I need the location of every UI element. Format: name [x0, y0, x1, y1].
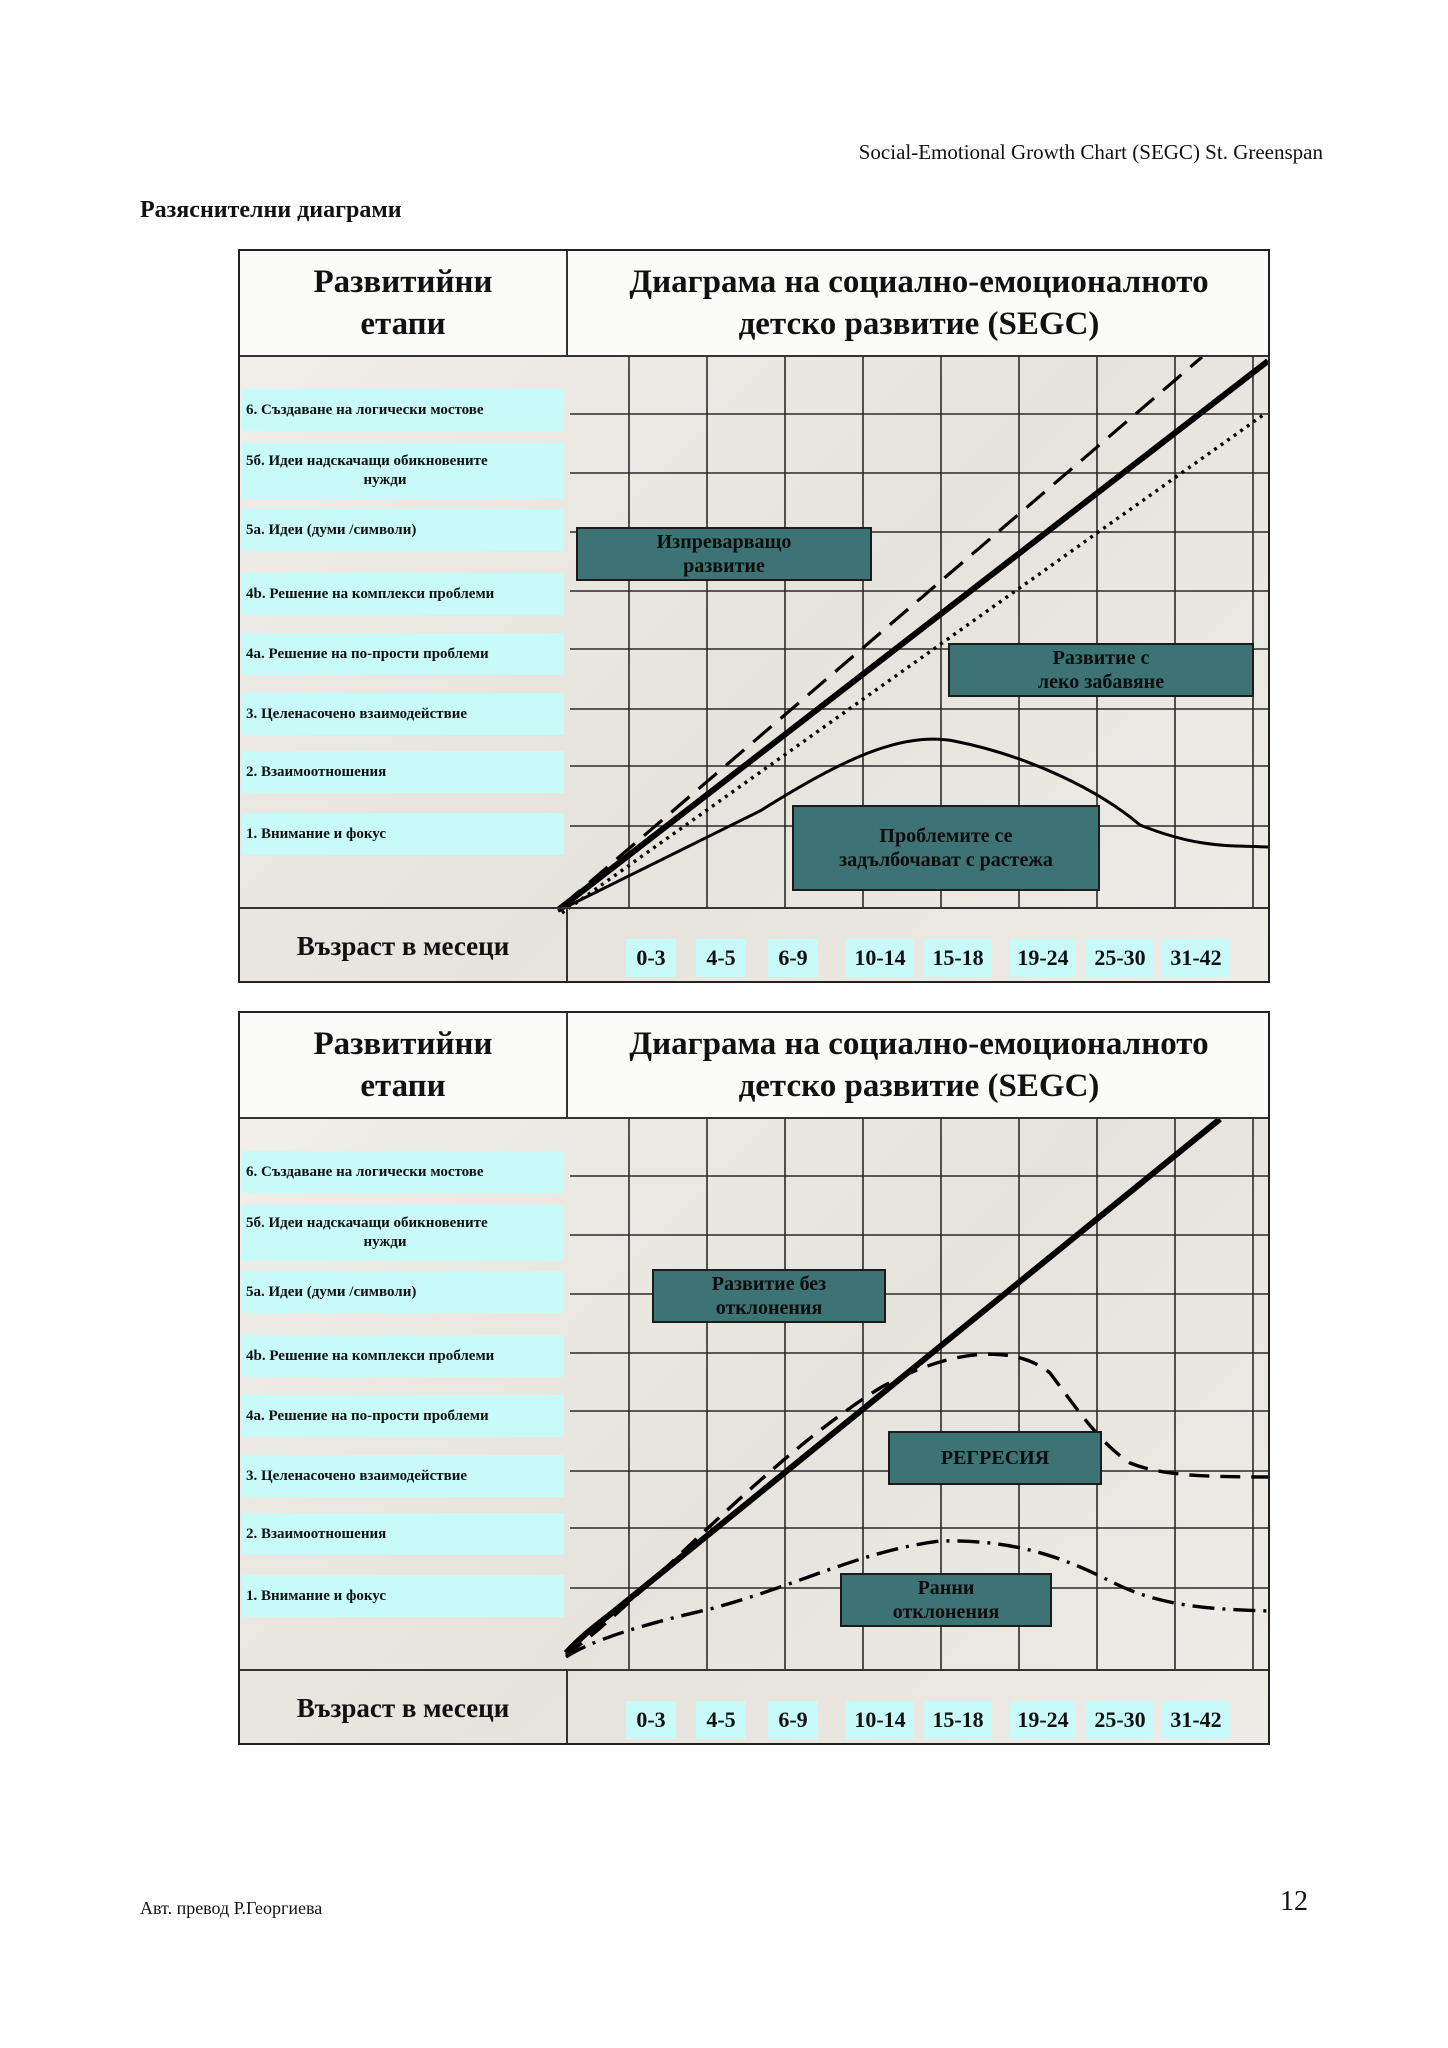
age-label: 15-18 [924, 939, 992, 977]
callout-normal-development: Развитие без отклонения [652, 1269, 886, 1323]
age-label: 4-5 [696, 939, 746, 977]
stages-heading: Развитийни етапи [240, 1013, 568, 1117]
stage-label-4a: 4а. Решение на по-прости проблеми [242, 633, 564, 675]
chart-1-plot [240, 251, 1268, 981]
callout-advanced: Изпреварващо развитие [576, 527, 872, 581]
age-label: 31-42 [1162, 939, 1230, 977]
age-label: 25-30 [1086, 1701, 1154, 1739]
stage-label-5b-line2: нужди [363, 472, 407, 488]
stage-label-6: 6. Създаване на логически мостове [242, 389, 564, 431]
age-label: 19-24 [1010, 939, 1076, 977]
segc-chart-1 [238, 249, 1270, 983]
callout-early-deviations: Ранни отклонения [840, 1573, 1052, 1627]
stage-label-5b [242, 443, 564, 499]
stage-label-2: 2. Взаимоотношения [242, 751, 564, 793]
age-label: 4-5 [696, 1701, 746, 1739]
age-row [240, 907, 1268, 983]
age-label: 0-3 [626, 1701, 676, 1739]
age-label: 31-42 [1162, 1701, 1230, 1739]
age-heading: Възраст в месеци [240, 1671, 568, 1745]
age-label: 25-30 [1086, 939, 1154, 977]
stage-label-5a: 5а. Идеи (думи /символи) [242, 1271, 564, 1313]
stage-label-2: 2. Взаимоотношения [242, 1513, 564, 1555]
stage-label-1: 1. Внимание и фокус [242, 813, 564, 855]
stage-label-6: 6. Създаване на логически мостове [242, 1151, 564, 1193]
chart-2-plot [240, 1013, 1268, 1743]
stage-label-4b: 4b. Решение на комплекси проблеми [242, 1335, 564, 1377]
age-label: 0-3 [626, 939, 676, 977]
segc-chart-2 [238, 1011, 1270, 1745]
chart-2-header [240, 1013, 1268, 1119]
age-label: 6-9 [768, 1701, 818, 1739]
stage-label-1: 1. Внимание и фокус [242, 1575, 564, 1617]
age-label: 10-14 [846, 939, 914, 977]
page-header: Social-Emotional Growth Chart (SEGC) St. Greenspan [858, 140, 1323, 164]
callout-problems-deepen: Проблемите се задълбочават с растежа [792, 805, 1100, 891]
age-label: 15-18 [924, 1701, 992, 1739]
age-label: 10-14 [846, 1701, 914, 1739]
stages-heading: Развитийни етапи [240, 251, 568, 355]
age-label: 6-9 [768, 939, 818, 977]
page-number: 12 [1280, 1886, 1308, 1917]
callout-mild-delay: Развитие с леко забавяне [948, 643, 1254, 697]
chart-title: Диаграма на социално-емоционалното детско развитие (SEGC) [629, 1026, 1209, 1104]
section-title: Разяснителни диаграми [140, 197, 402, 223]
chart-1-header [240, 251, 1268, 357]
stage-label-3: 3. Целенасочено взаимодействие [242, 1455, 564, 1497]
age-heading: Възраст в месеци [240, 909, 568, 983]
stage-label-5b-line2: нужди [363, 1234, 407, 1250]
stage-label-4b: 4b. Решение на комплекси проблеми [242, 573, 564, 615]
stage-label-5b [242, 1205, 564, 1261]
stage-label-5a: 5а. Идеи (думи /символи) [242, 509, 564, 551]
stage-label-5b-line1: 5б. Идеи надскачащи обикновените [246, 1215, 488, 1231]
stage-label-5b-line1: 5б. Идеи надскачащи обикновените [246, 453, 488, 469]
stage-label-4a: 4а. Решение на по-прости проблеми [242, 1395, 564, 1437]
age-label: 19-24 [1010, 1701, 1076, 1739]
stage-label-3: 3. Целенасочено взаимодействие [242, 693, 564, 735]
callout-regression: РЕГРЕСИЯ [888, 1431, 1102, 1485]
chart-title: Диаграма на социално-емоционалното детско развитие (SEGC) [629, 264, 1209, 342]
age-row [240, 1669, 1268, 1745]
footer-author: Авт. превод Р.Георгиева [140, 1898, 323, 1918]
